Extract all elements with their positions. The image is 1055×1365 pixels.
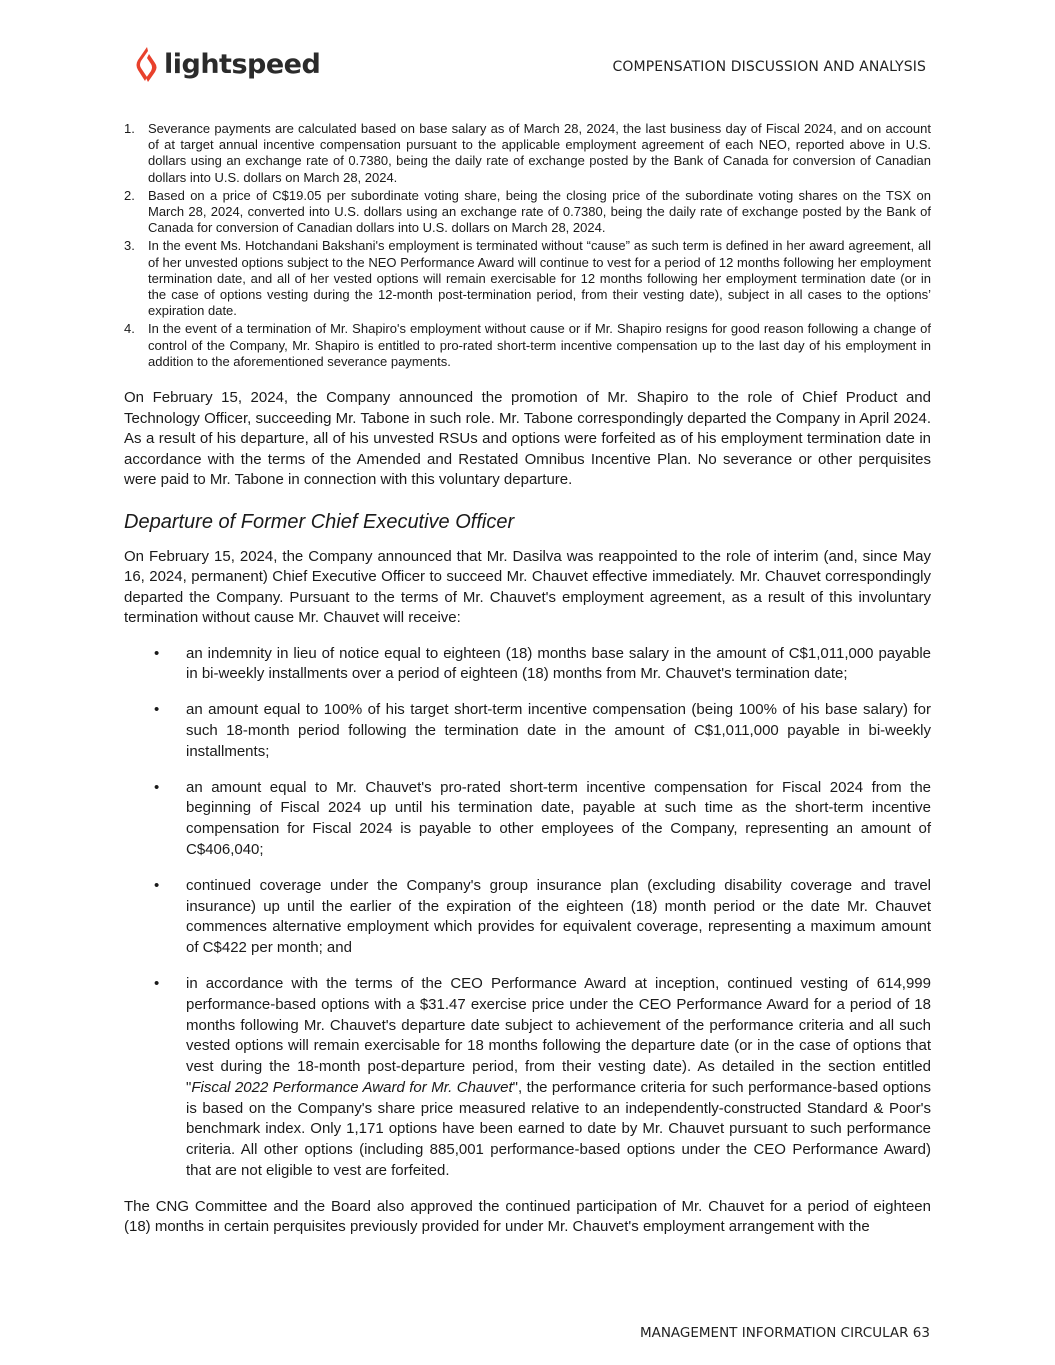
footnote-number: 1. [124,121,135,136]
bullet-mark: • [154,876,160,894]
footnote-number: 2. [124,187,135,203]
footnotes-list [124,121,931,370]
bullet-text: an amount equal to 100% of his target short-term incentive compensation (being 100% of his base salary) for such 18-month period following the termination date in the amount of C$1,011,000 payable in bi-weekly installments; [186,701,931,760]
footnote-item [124,321,931,370]
bullet-text-italic-reference: Fiscal 2022 Performance Award for Mr. Chauvet [191,1078,513,1096]
bullet-mark: • [154,778,160,796]
footnote-text: Severance payments are calculated based on base salary as of March 28, 2024, the last business day of Fiscal 2024, and on account of at target annual incentive compensation pursuant to the applicable employment agreement of each NEO, reported above in U.S. dollars using an exchange rate of 0.7380, being the daily rate of exchange posted by the Bank of Canada for conversion of Canadian dollars into U.S. dollars on March 28, 2024. [148,121,931,185]
page-section-title: COMPENSATION DISCUSSION AND ANALYSIS [612,59,926,75]
bullet-mark: • [154,644,160,662]
bullet-item [124,876,931,959]
footnote-item [124,238,931,319]
footnote-item [124,188,931,237]
bullet-text-after: ", the performance criteria for such performance-based options is based on the Company's share price measured relative to an independently-constructed Standard & Poor's benchmark index. Only 1,171 options have been earned to date by Mr. Chauvet pursuant to such performance criteria. All other options (including 885,001 performance-based options under the CEO Performance Award) that are not eligible to vest are forfeited. [186,1078,931,1180]
bullet-text: an indemnity in lieu of notice equal to eighteen (18) months base salary in the amount of C$1,011,000 payable in bi-weekly installments over a period of eighteen (18) months from Mr. Chauvet's termination date; [186,644,931,683]
bullet-item [124,644,931,686]
bullet-text: continued coverage under the Company's group insurance plan (excluding disability coverage and travel insurance) up until the earlier of the expiration of the eighteen (18) month period or the date Mr. Chauvet commences alternative employment which provides for equivalent coverage, representing a maximum amount of C$422 per month; and [186,876,931,957]
footnote-number: 3. [124,238,135,254]
bullet-mark: • [154,701,160,719]
footnote-text: In the event of a termination of Mr. Shapiro's employment without cause or if Mr. Shapiro resigns for good reason following a change of control of the Company, Mr. Shapiro is entitled to pro-rated short-term incentive compensation up to the last day of his employment in addition to the aforementioned severance payments. [148,321,931,369]
paragraph-tabone-departure: On February 15, 2024, the Company announced the promotion of Mr. Shapiro to the role of Chief Product and Technology Officer, succeeding Mr. Tabone in such role. Mr. Tabone correspondingly departed the Company in April 2024. As a result of his departure, all of his unvested RSUs and options were forfeited as of his employment termination date in accordance with the terms of the Amended and Restated Omnibus Incentive Plan. No severance or other perquisites were paid to Mr. Tabone in connection with this voluntary departure. [124,389,931,489]
severance-bullet-list [124,644,931,1182]
page-footer: MANAGEMENT INFORMATION CIRCULAR 63 [639,1325,930,1341]
footnote-text: In the event Ms. Hotchandani Bakshani's employment is terminated without “cause” as such term is defined in her award agreement, all of her unvested options subject to the NEO Performance Award will continue to vest for a period of 12 months following her employment termination date, and all of her vested options will remain exercisable for 12 months following her employment termination date (or in the case of options vesting during the 12-month post-termination period, from their vesting date), subject in all cases to the options’ expiration date. [148,238,931,319]
paragraph-cng-committee: The CNG Committee and the Board also approved the continued participation of Mr. Chauvet for a period of eighteen (18) months in certain perquisites previously provided for under Mr. Chauvet's employment arrangement with the [124,1197,931,1236]
bullet-text-before: in accordance with the terms of the CEO Performance Award at inception, continued vesting of 614,999 performance-based options with a $31.47 exercise price under the CEO Performance Award for a period of 18 months following Mr. Chauvet's departure date subject to achievement of the performance criteria and all such vested options will remain exercisable for 18 months following the departure date (or in the case of options that vest during the 18-month post-departure period, from their vesting date). As detailed in the section entitled " [186,974,931,1096]
bullet-item [124,700,931,762]
footnote-item [124,121,931,186]
paragraph-ceo-departure: On February 15, 2024, the Company announced that Mr. Dasilva was reappointed to the role of interim (and, since May 16, 2024, permanent) Chief Executive Officer to succeed Mr. Chauvet effective immediately. Mr. Chauvet correspondingly departed the Company. Pursuant to the terms of Mr. Chauvet's employment agreement, as a result of this involuntary termination without cause Mr. Chauvet will receive: [124,547,931,627]
bullet-mark: • [154,974,160,992]
logo-wordmark: lightspeed [164,48,321,80]
company-logo [135,46,320,82]
flame-logo-icon [135,46,159,82]
page-content [124,121,931,1238]
bullet-item [124,778,931,861]
section-heading: Departure of Former Chief Executive Officer [124,510,515,533]
bullet-item [124,974,931,1182]
footnote-text: Based on a price of C$19.05 per subordinate voting share, being the closing price of the subordinate voting shares on the TSX on March 28, 2024, converted into U.S. dollars using an exchange rate of 0.7380, being the daily rate of exchange posted by the Bank of Canada for conversion of Canadian dollars into U.S. dollars on March 28, 2024. [148,187,931,236]
footnote-number: 4. [124,321,135,337]
bullet-text: an amount equal to Mr. Chauvet's pro-rated short-term incentive compensation for Fiscal 2024 from the beginning of Fiscal 2024 up until his termination date, payable at such time as the short-term incentive compensation for Fiscal 2024 is payable to other employees of the Company, representing an amount of C$406,040; [186,778,931,858]
